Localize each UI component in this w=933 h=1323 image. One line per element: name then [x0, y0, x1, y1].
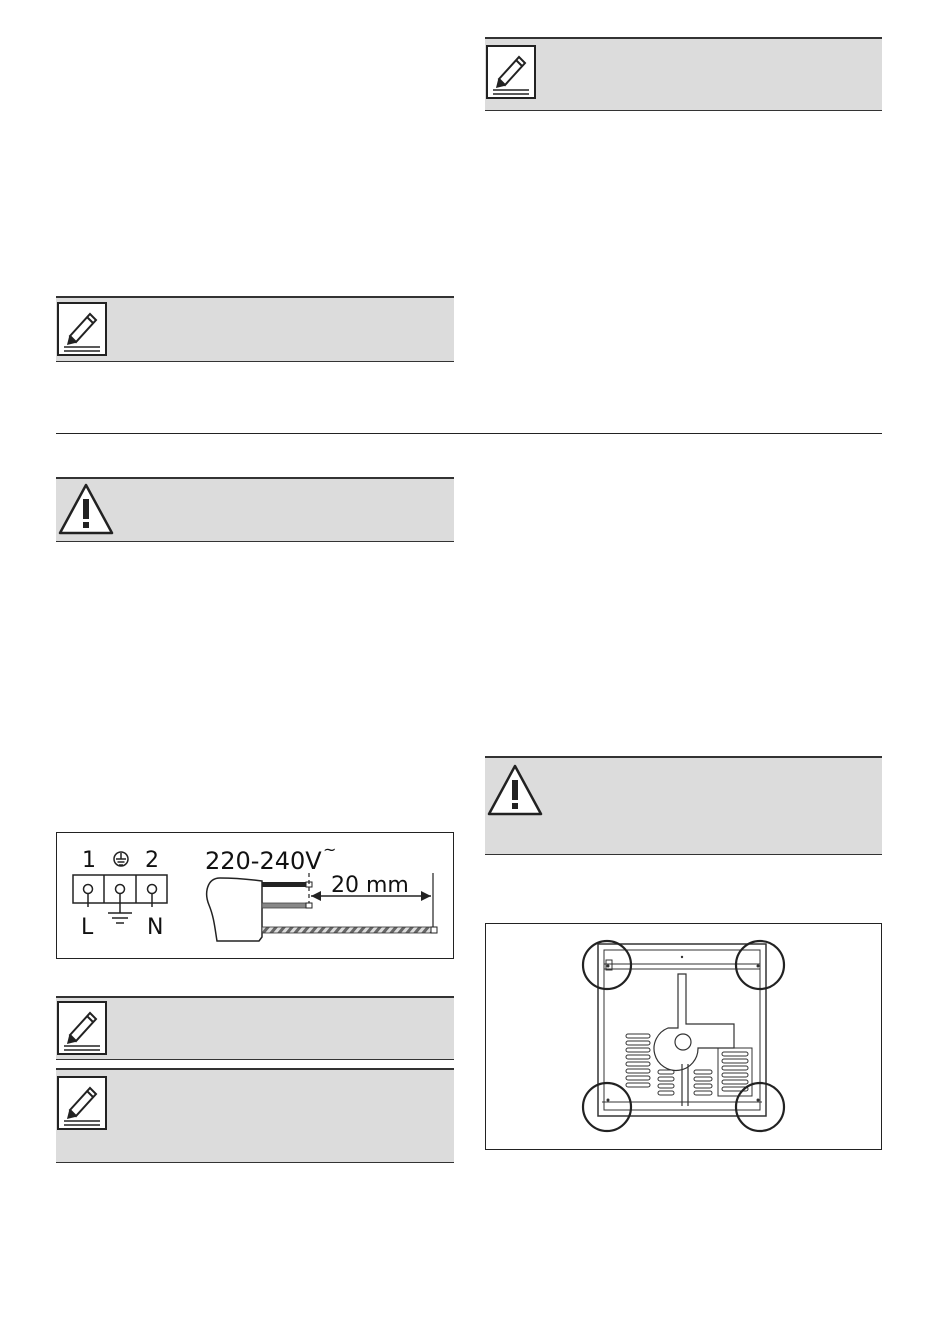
cable-sheath	[207, 878, 262, 941]
length-label: 20 mm	[331, 873, 409, 898]
appliance-base-diagram	[485, 923, 882, 1150]
pencil-note-icon	[485, 43, 539, 105]
neutral-label: N	[147, 915, 164, 940]
note-box-left-3	[56, 1068, 454, 1163]
appliance-base-svg	[486, 924, 881, 1149]
wiring-diagram	[56, 832, 454, 959]
pencil-note-icon	[56, 999, 110, 1061]
warning-triangle-icon	[485, 762, 545, 820]
note-box-left-2	[56, 996, 454, 1060]
wiring-diagram-svg	[57, 833, 453, 958]
pencil-note-icon	[56, 300, 110, 362]
earth-wire	[262, 927, 432, 933]
neutral-wire	[262, 903, 306, 908]
earth-icon	[114, 852, 128, 866]
warning-triangle-icon	[56, 481, 116, 539]
ac-tilde: ~	[323, 840, 337, 859]
note-box-top-right	[485, 37, 882, 111]
section-divider	[56, 433, 882, 434]
warning-box-left	[56, 477, 454, 542]
note-box-left-1	[56, 296, 454, 362]
terminal-2-label: 2	[145, 848, 159, 873]
terminal-1-label: 1	[82, 848, 96, 873]
voltage-label: 220-240V	[205, 847, 322, 875]
warning-box-right	[485, 756, 882, 855]
foot-circle-bottom-left	[583, 1083, 631, 1131]
pencil-note-icon	[56, 1074, 110, 1136]
live-wire	[262, 882, 306, 887]
live-label: L	[81, 915, 94, 940]
